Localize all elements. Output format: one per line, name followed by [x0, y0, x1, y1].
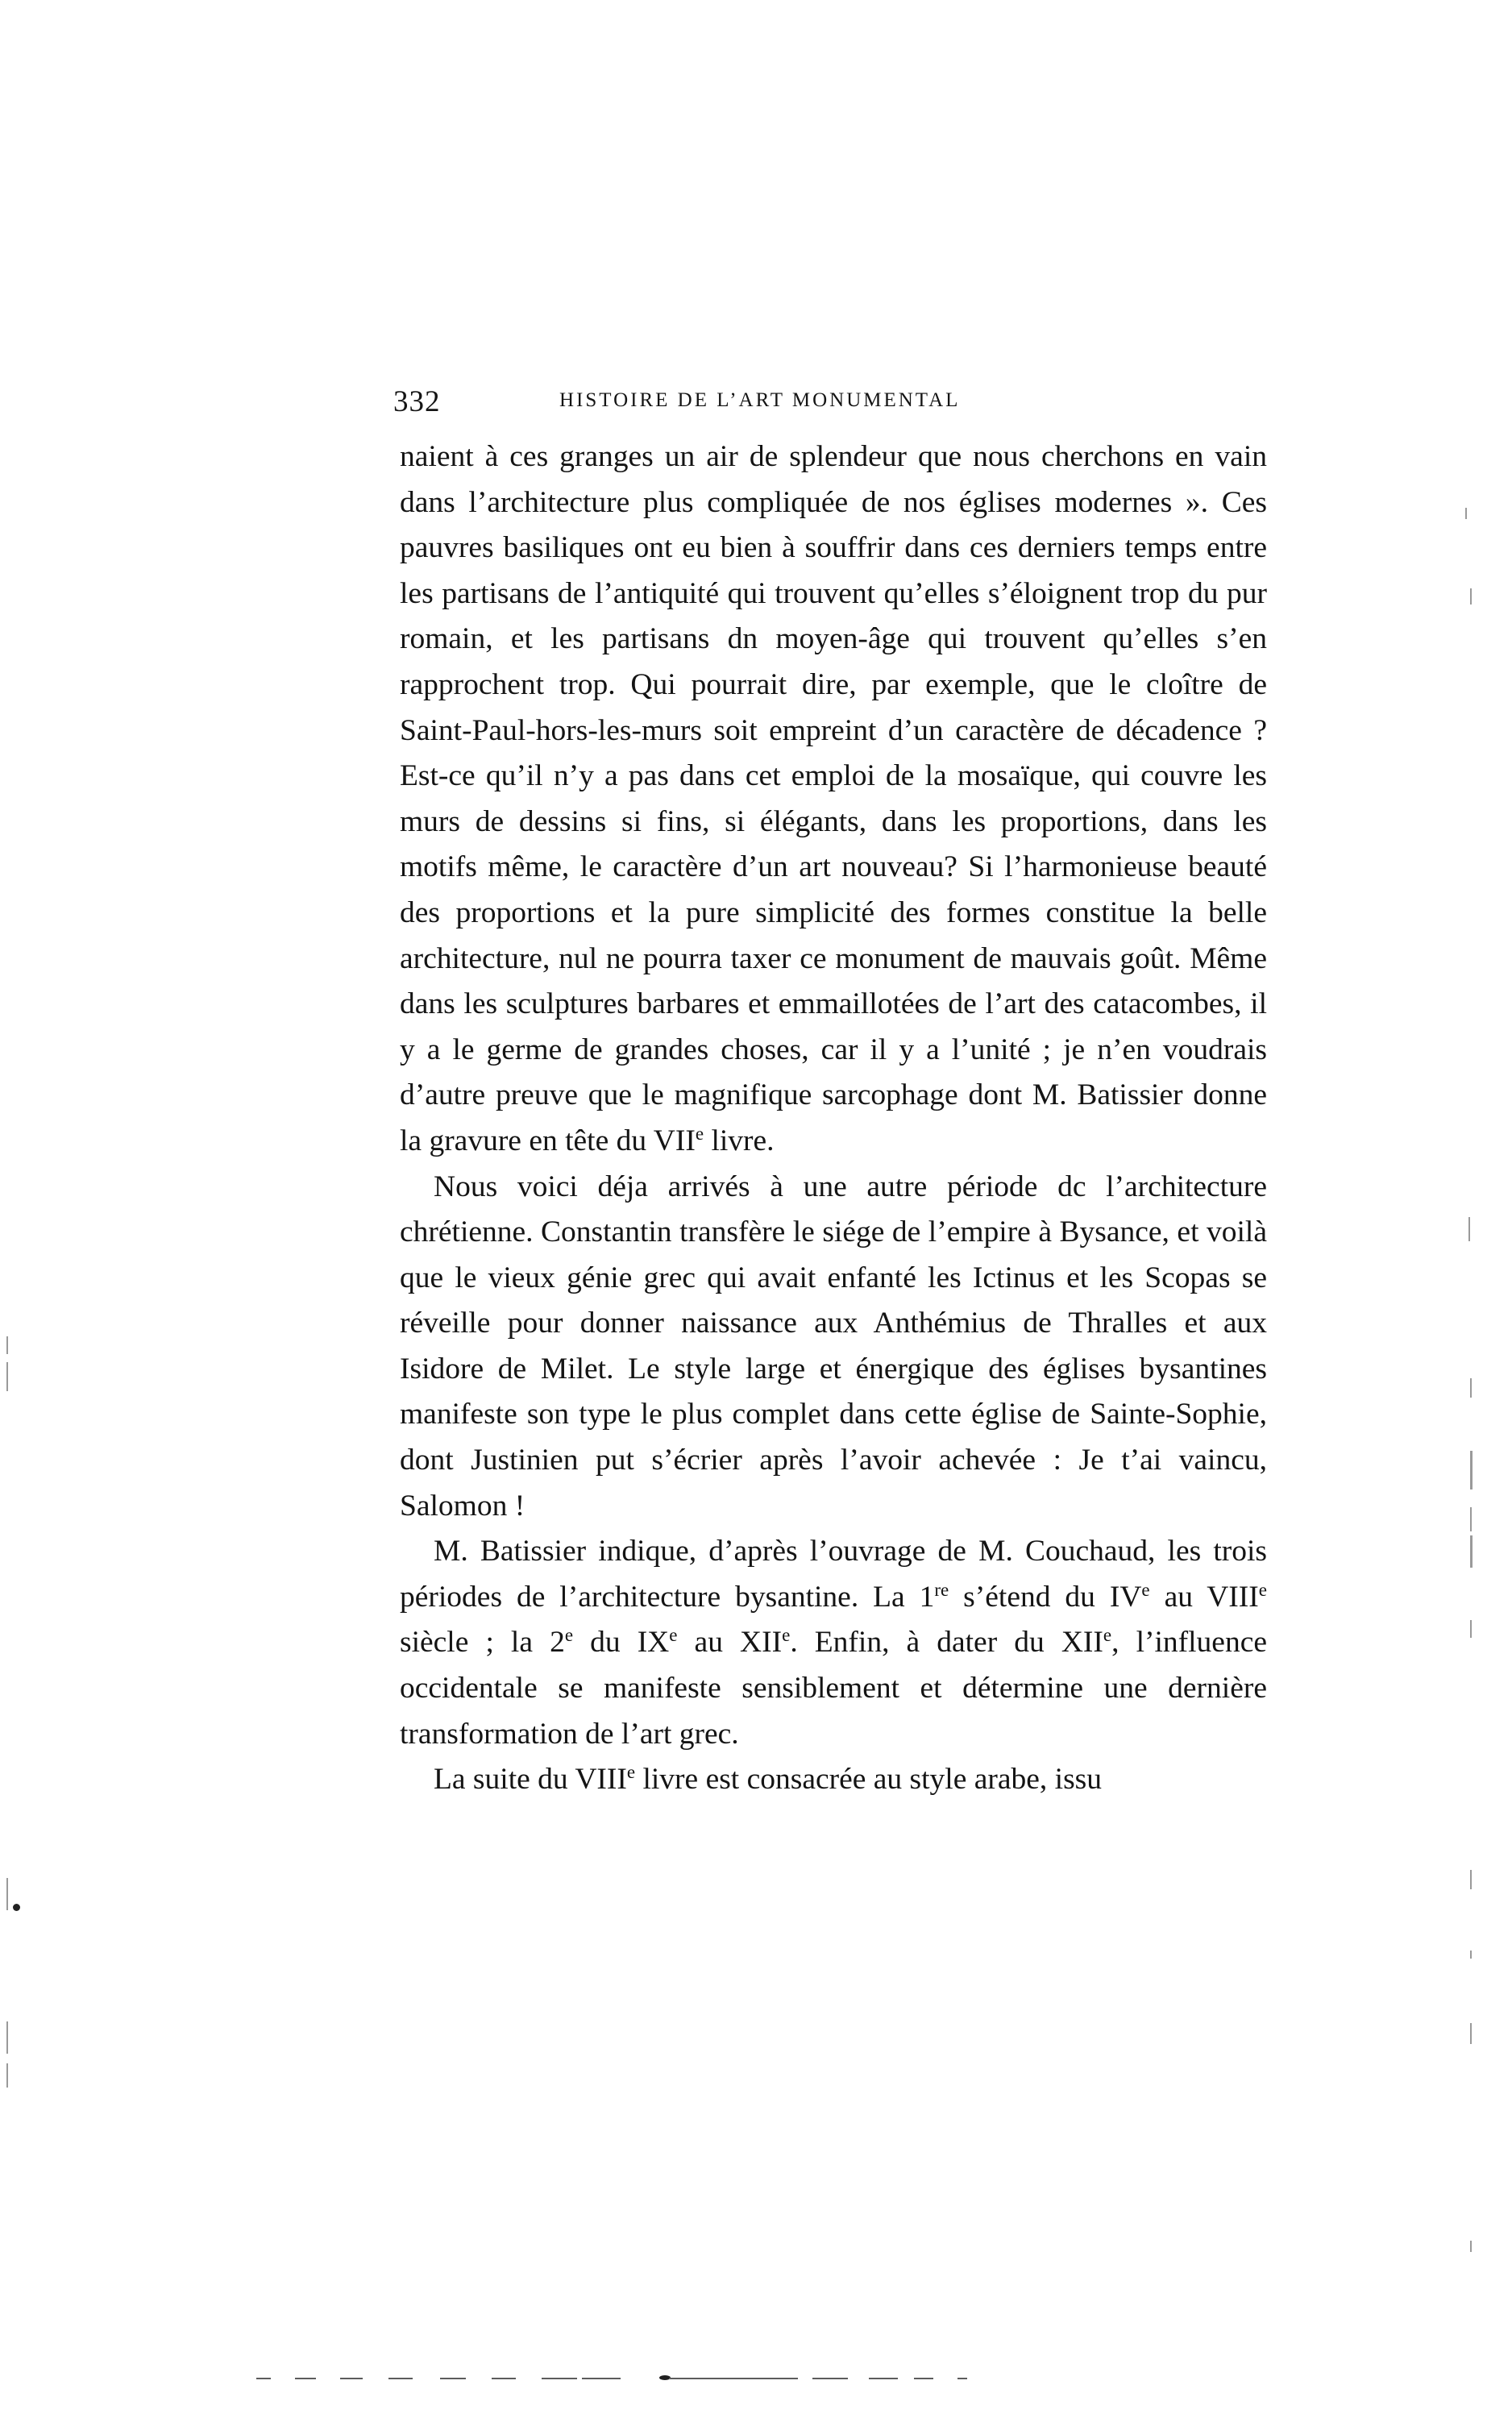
- scan-mark: [6, 1336, 8, 1354]
- rule-segment: [914, 2378, 933, 2379]
- rule-segment: [492, 2378, 516, 2379]
- rule-segment: [957, 2378, 967, 2379]
- body-text: [400, 434, 1267, 1803]
- bottom-edge-rule: [256, 2373, 1272, 2384]
- scan-mark: [6, 1362, 8, 1391]
- rule-segment: [582, 2378, 621, 2379]
- superscript: e: [1141, 1579, 1150, 1600]
- paragraph-4: [400, 1757, 1267, 1803]
- scan-dot: [13, 1904, 20, 1911]
- page-number: 332: [393, 385, 441, 418]
- rule-segment: [256, 2378, 271, 2379]
- scan-mark: [1470, 1870, 1472, 1889]
- paragraph-2-text: Nous voici déja arrivés à une autre période dc l’architecture chrétienne. Constantin transfère le siége de l’empire à Bysance, et voilà que le vieux génie grec qui avait enfanté les Ictinus et les Scopas se réveille pour donner naissance aux Anthémius de Thralles et aux Isidore de Milet. Le style large et énergique des églises bysantines manifeste son type le plus complet dans cette église de Sainte-Sophie, dont Justinien put s’écrier après l’avoir achevée : Je t’ai vaincu, Salomon !: [400, 1170, 1267, 1523]
- rule-segment: [295, 2378, 316, 2379]
- scan-mark: [1470, 1535, 1473, 1568]
- paragraph-2: [400, 1165, 1267, 1530]
- scan-mark: [6, 1878, 8, 1910]
- superscript: e: [695, 1123, 704, 1144]
- rule-segment: [869, 2378, 898, 2379]
- superscript: re: [934, 1579, 949, 1600]
- superscript: e: [626, 1762, 636, 1783]
- scan-mark: [1470, 2023, 1472, 2044]
- superscript: e: [564, 1625, 574, 1646]
- running-head: [393, 384, 1273, 425]
- running-title: HISTOIRE DE L’ART MONUMENTAL: [559, 389, 961, 411]
- superscript: e: [669, 1625, 678, 1646]
- paragraph-4-text: livre est consacrée au style arabe, issu: [635, 1763, 1103, 1797]
- paragraph-3-text: s’étend du IV: [949, 1580, 1142, 1614]
- rule-segment: [542, 2378, 577, 2379]
- paragraph-3: [400, 1529, 1267, 1757]
- paragraph-4-text: La suite du VIII: [434, 1763, 627, 1797]
- superscript: e: [782, 1625, 791, 1646]
- scan-mark: [1470, 1620, 1472, 1638]
- rule-segment: [440, 2378, 466, 2379]
- scan-mark: [6, 2063, 8, 2088]
- paragraph-3-text: du IX: [573, 1626, 670, 1660]
- paragraph-3-text: au XII: [677, 1626, 783, 1660]
- paragraph-3-text: M. Batissier indique, d’après l’ouvrage de M. Couchaud, les trois périodes de l’architecture bysantine. La 1: [400, 1535, 1267, 1614]
- paragraph-3-text: . Enfin, à dater du XII: [790, 1626, 1103, 1660]
- scan-mark: [1470, 2241, 1472, 2252]
- paragraph-1-text-end: livre.: [704, 1124, 775, 1157]
- rule-segment: [340, 2378, 363, 2379]
- rule-segment: [669, 2378, 798, 2379]
- scan-mark: [1470, 1507, 1472, 1531]
- scan-mark: [1470, 1451, 1473, 1489]
- rule-segment: [388, 2378, 413, 2379]
- paragraph-1-text: naient à ces granges un air de splendeur que nous cherchons en vain dans l’architecture plus compliquée de nos églises modernes ». Ces pauvres basiliques ont eu bien à souffrir dans ces derniers temps entre les partisans de l’antiquité qui trouvent qu’elles s’éloignent trop du pur romain, et les partisans dn moyen-âge qui trouvent qu’elles s’en rapprochent trop. Qui pourrait dire, par exemple, que le cloître de Saint-Paul-hors-les-murs soit empreint d’un caractère de décadence ? Est-ce qu’il n’y a pas dans cet emploi de la mosaïque, qui couvre les murs de dessins si fins, si élégants, dans les proportions, dans les motifs même, le caractère d’un art nouveau? Si l’harmonieuse beauté des proportions et la pure simplicité des formes constitue la belle architecture, nul ne pourra taxer ce monument de mauvais goût. Même dans les sculptures barbares et emmaillotées de l’art des catacombes, il y a le germe de grandes choses, car il y a l’unité ; je n’en voudrais d’autre preuve que le magnifique sarcophage dont M. Batissier donne la gravure en tête du VII: [400, 440, 1267, 1157]
- scan-mark: [1470, 588, 1472, 604]
- scan-mark: [1465, 508, 1467, 519]
- paragraph-3-text: au VIII: [1149, 1580, 1259, 1614]
- scan-mark: [1470, 1951, 1472, 1959]
- scan-mark: [1470, 1378, 1472, 1398]
- scan-mark: [1468, 1217, 1470, 1241]
- paragraph-3-text: siècle ; la 2: [400, 1626, 565, 1660]
- rule-segment: [812, 2378, 848, 2379]
- superscript: e: [1258, 1579, 1267, 1600]
- paragraph-1: [400, 434, 1267, 1165]
- scan-mark: [6, 2021, 8, 2054]
- paragraph-3-text: , l’influence occidentale se manifeste sensiblement et détermine une dernière transformation de l’art grec.: [400, 1626, 1267, 1751]
- superscript: e: [1103, 1625, 1112, 1646]
